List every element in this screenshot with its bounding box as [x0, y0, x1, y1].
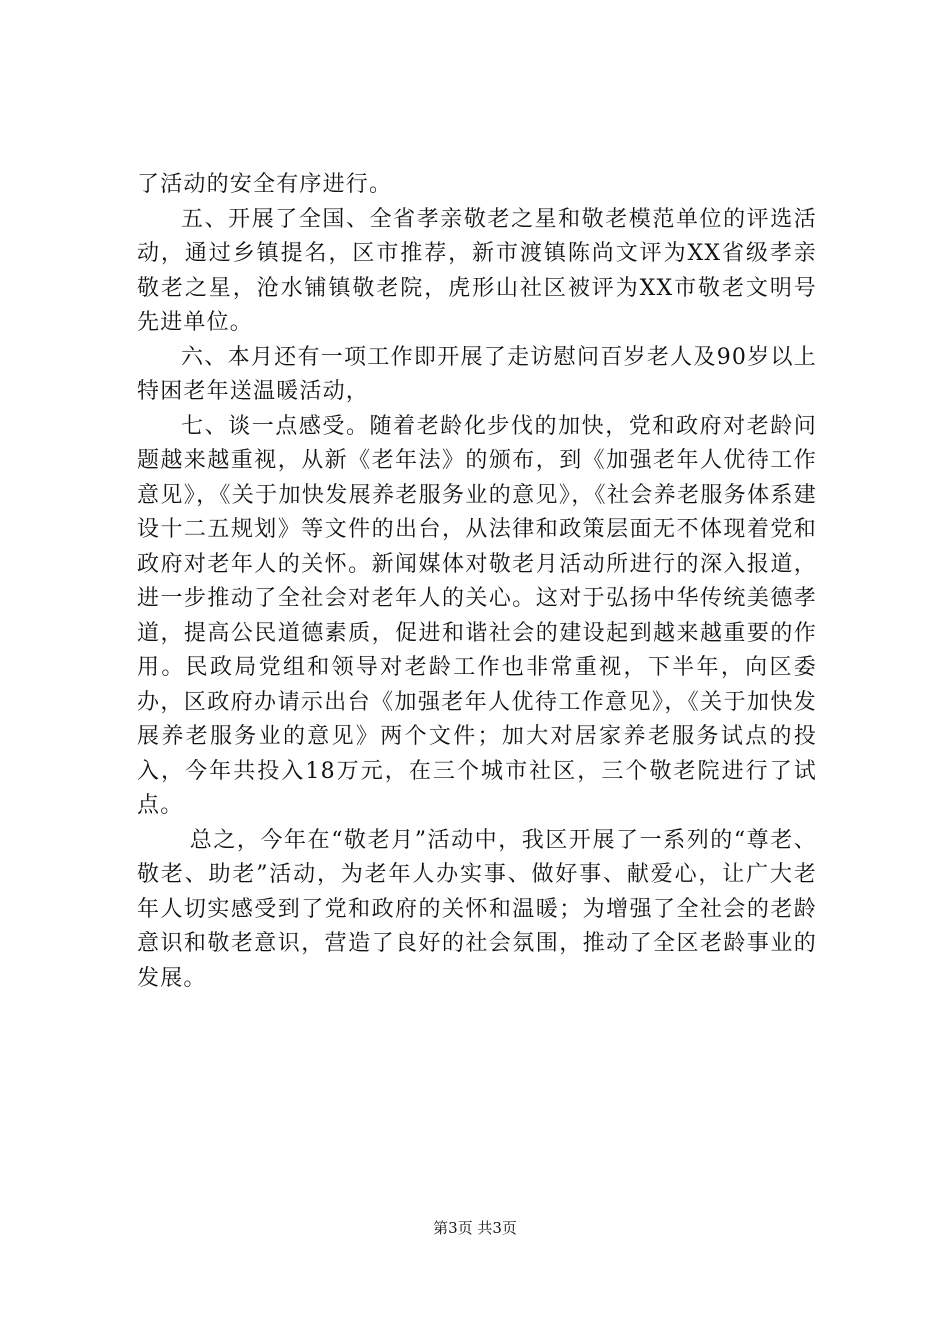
document-body [137, 168, 817, 996]
paragraph-continuation: 了活动的安全有序进行。 [137, 172, 393, 197]
paragraph-item-six: 六、本月还有一项工作即开展了走访慰问百岁老人及90岁以上特困老年送温暖活动， [137, 344, 817, 404]
paragraph-item-five: 五、开展了全国、全省孝亲敬老之星和敬老模范单位的评选活动，通过乡镇提名，区市推荐，新市渡镇陈尚文评为XX省级孝亲敬老之星，沧水铺镇敬老院，虎形山社区被评为XX市敬老文明号先进单位。 [137, 206, 817, 335]
page-footer: 第3页 共3页 [433, 1219, 517, 1237]
paragraph-summary: 总之，今年在“敬老月”活动中，我区开展了一系列的“尊老、敬老、助老”活动，为老年人办实事、做好事、献爱心，让广大老年人切实感受到了党和政府的关怀和温暖；为增强了全社会的老龄意识和敬老意识，营造了良好的社会氛围，推动了全区老龄事业的发展。 [137, 827, 817, 991]
paragraph-item-seven: 七、谈一点感受。随着老龄化步伐的加快，党和政府对老龄问题越来越重视，从新《老年法》的颁布，到《加强老年人优待工作意见》，《关于加快发展养老服务业的意见》，《社会养老服务体系建设十二五规划》等文件的出台，从法律和政策层面无不体现着党和政府对老年人的关怀。新闻媒体对敬老月活动所进行的深入报道，进一步推动了全社会对老年人的关心。这对于弘扬中华传统美德孝道，提高公民道德素质，促进和谐社会的建设起到越来越重要的作用。民政局党组和领导对老龄工作也非常重视，下半年，向区委办，区政府办请示出台《加强老年人优待工作意见》，《关于加快发展养老服务业的意见》两个文件；加大对居家养老服务试点的投入，今年共投入18万元，在三个城市社区，三个敬老院进行了试点。 [137, 413, 817, 818]
